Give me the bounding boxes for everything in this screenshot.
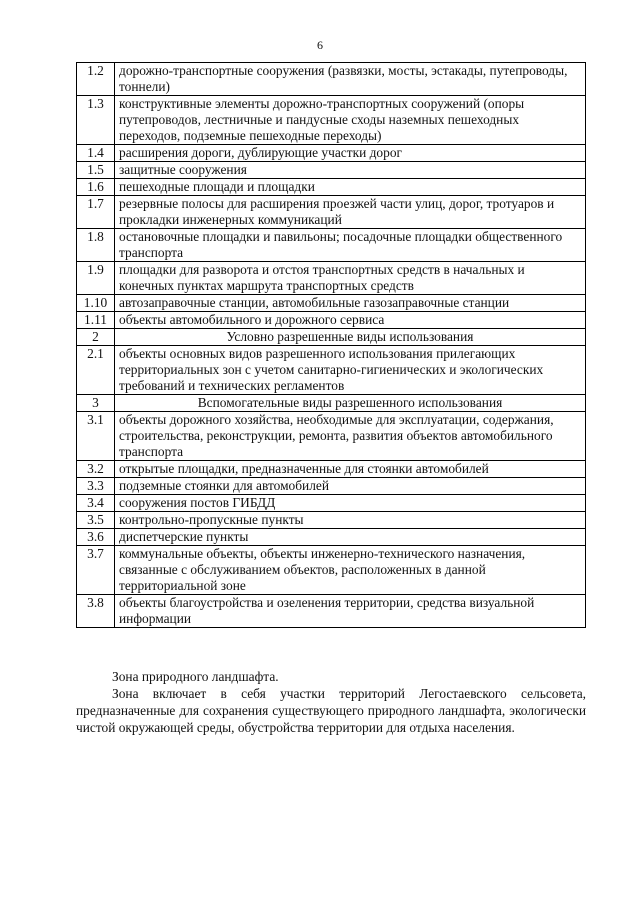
- table-row: [77, 312, 586, 329]
- zone-section: [76, 668, 586, 736]
- row-text: защитные сооружения: [115, 162, 586, 179]
- table-row: [77, 595, 586, 628]
- row-number: 1.4: [77, 145, 115, 162]
- row-text: открытые площадки, предназначенные для стоянки автомобилей: [115, 461, 586, 478]
- table-row: [77, 461, 586, 478]
- table-row: [77, 512, 586, 529]
- table-row: [77, 63, 586, 96]
- row-number: 1.6: [77, 179, 115, 196]
- table-row: [77, 546, 586, 595]
- table-section-row: [77, 395, 586, 412]
- row-number: 1.10: [77, 295, 115, 312]
- row-text: подземные стоянки для автомобилей: [115, 478, 586, 495]
- table-row: [77, 96, 586, 145]
- row-text: расширения дороги, дублирующие участки дорог: [115, 145, 586, 162]
- row-text: дорожно-транспортные сооружения (развязки, мосты, эстакады, путепроводы, тоннели): [115, 63, 586, 96]
- row-text: объекты автомобильного и дорожного сервиса: [115, 312, 586, 329]
- row-text: сооружения постов ГИБДД: [115, 495, 586, 512]
- table-row: [77, 295, 586, 312]
- row-number: 1.5: [77, 162, 115, 179]
- row-number: 1.8: [77, 229, 115, 262]
- table-row: [77, 346, 586, 395]
- row-text: объекты дорожного хозяйства, необходимые для эксплуатации, содержания, строительства, реконструкции, ремонта, развития объектов автомобильного транспорта: [115, 412, 586, 461]
- row-number: 1.3: [77, 96, 115, 145]
- row-text: объекты благоустройства и озеленения территории, средства визуальной информации: [115, 595, 586, 628]
- table-row: [77, 145, 586, 162]
- table-row: [77, 412, 586, 461]
- table-row: [77, 262, 586, 295]
- row-number: 3.4: [77, 495, 115, 512]
- row-text: пешеходные площади и площадки: [115, 179, 586, 196]
- row-number: 2: [77, 329, 115, 346]
- zone-description: Зона включает в себя участки территорий Легостаевского сельсовета, предназначенные для сохранения существующего природного ландшафта, экологически чистой окружающей среды, обустройства территории для отдыха населения.: [76, 686, 586, 735]
- row-number: 3.7: [77, 546, 115, 595]
- row-text: остановочные площадки и павильоны; посадочные площадки общественного транспорта: [115, 229, 586, 262]
- section-heading: Условно разрешенные виды использования: [115, 329, 586, 346]
- row-number: 1.11: [77, 312, 115, 329]
- row-text: контрольно-пропускные пункты: [115, 512, 586, 529]
- table-row: [77, 179, 586, 196]
- table-row: [77, 495, 586, 512]
- row-number: 3.3: [77, 478, 115, 495]
- row-text: конструктивные элементы дорожно-транспортных сооружений (опоры путепроводов, лестничные и пандусные сходы наземных пешеходных переходов, подземные пешеходные переходы): [115, 96, 586, 145]
- table-section-row: [77, 329, 586, 346]
- table-row: [77, 162, 586, 179]
- row-text: объекты основных видов разрешенного использования прилегающих территориальных зон с учетом санитарно-гигиенических и экологических требований и технических регламентов: [115, 346, 586, 395]
- row-number: 2.1: [77, 346, 115, 395]
- section-heading: Вспомогательные виды разрешенного использования: [115, 395, 586, 412]
- zone-title: Зона природного ландшафта.: [112, 669, 279, 684]
- row-number: 3.5: [77, 512, 115, 529]
- row-text: площадки для разворота и отстоя транспортных средств в начальных и конечных пунктах маршрута транспортных средств: [115, 262, 586, 295]
- row-text: резервные полосы для расширения проезжей части улиц, дорог, тротуаров и прокладки инженерных коммуникаций: [115, 196, 586, 229]
- row-number: 1.2: [77, 63, 115, 96]
- table-row: [77, 529, 586, 546]
- table-row: [77, 229, 586, 262]
- table-body: [77, 63, 586, 628]
- row-number: 3.2: [77, 461, 115, 478]
- row-number: 3.1: [77, 412, 115, 461]
- row-number: 3.6: [77, 529, 115, 546]
- row-number: 3.8: [77, 595, 115, 628]
- row-text: автозаправочные станции, автомобильные газозаправочные станции: [115, 295, 586, 312]
- row-number: 3: [77, 395, 115, 412]
- row-text: коммунальные объекты, объекты инженерно-технического назначения, связанные с обслуживанием объектов, расположенных в данной территориальной зоне: [115, 546, 586, 595]
- permitted-uses-table: [76, 62, 586, 628]
- row-text: диспетчерские пункты: [115, 529, 586, 546]
- table-row: [77, 196, 586, 229]
- row-number: 1.7: [77, 196, 115, 229]
- page-number: 6: [317, 38, 323, 52]
- table-row: [77, 478, 586, 495]
- row-number: 1.9: [77, 262, 115, 295]
